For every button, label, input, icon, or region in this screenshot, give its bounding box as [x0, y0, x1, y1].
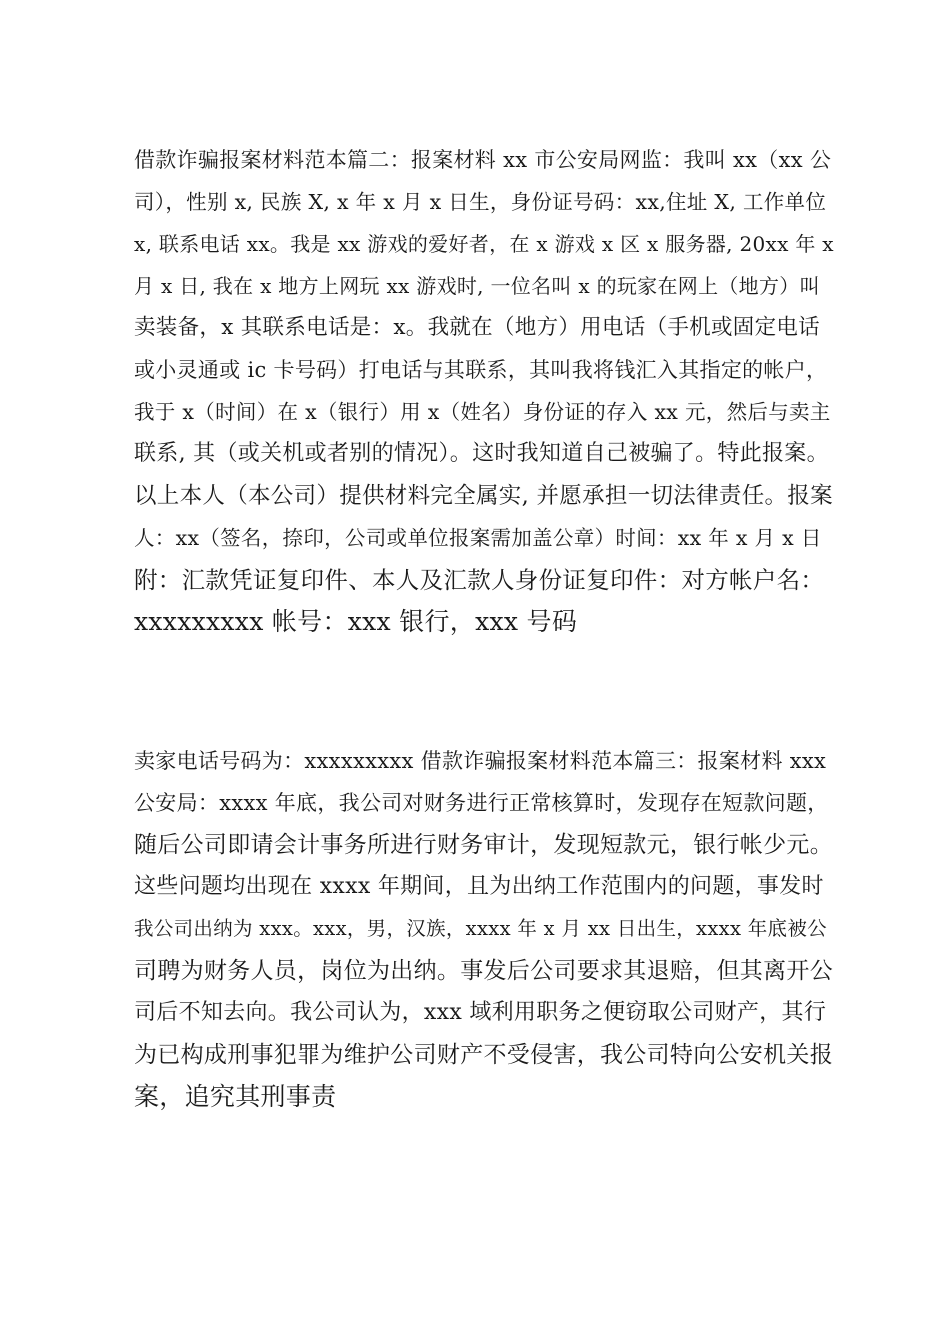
text-line: 借款诈骗报案材料范本篇二：报案材料 xx 市公安局网监：我叫 xx（xx 公: [134, 148, 832, 172]
text-line: 司），性别 x, 民族 X, x 年 x 月 x 日生，身份证号码：xx,住址 X, 工作单位: [134, 190, 827, 214]
text-line: 联系, 其（或关机或者别的情况）。这时我知道自己被骗了。特此报案。: [134, 441, 829, 466]
text-line: 公安局：xxxx 年底，我公司对财务进行正常核算时，发现存在短款问题，: [134, 791, 829, 815]
text-line: 卖家电话号码为：xxxxxxxxx 借款诈骗报案材料范本篇三：报案材料 xxx: [134, 749, 827, 773]
text-line: 卖装备，x 其联系电话是：x。我就在（地方）用电话（手机或固定电话: [134, 315, 820, 340]
text-line: 司后不知去向。我公司认为，xxx 域利用职务之便窃取公司财产，其行: [134, 1000, 827, 1025]
text-line: 为已构成刑事犯罪为维护公司财产不受侵害，我公司特向公安机关报: [134, 1042, 833, 1068]
text-line: 以上本人（本公司）提供材料完全属实, 并愿承担一切法律责任。报案: [134, 483, 833, 509]
text-line: 月 x 日, 我在 x 地方上网玩 xx 游戏时, 一位名叫 x 的玩家在网上（地方）叫: [134, 274, 820, 298]
paragraph-case-two: [134, 139, 834, 643]
text-line: x, 联系电话 xx。我是 xx 游戏的爱好者，在 x 游戏 x 区 x 服务器, 20xx 年 x: [134, 232, 834, 256]
text-line: 这些问题均出现在 xxxx 年期间，且为出纳工作范围内的问题，事发时: [134, 874, 824, 899]
paragraph-case-three: [134, 740, 834, 1118]
text-line: 随后公司即请会计事务所进行财务审计，发现短款元，银行帐少元。: [134, 832, 833, 858]
text-line: 附：汇款凭证复印件、本人及汇款人身份证复印件：对方帐户名：: [134, 566, 825, 594]
text-line: 案，追究其刑事责: [134, 1082, 337, 1111]
text-line: 我公司出纳为 xxx。xxx，男，汉族，xxxx 年 x 月 xx 日出生，xxxx 年底被公: [134, 917, 827, 940]
text-line: 我于 x（时间）在 x（银行）用 x（姓名）身份证的存入 xx 元，然后与卖主: [134, 400, 831, 424]
text-line: 司聘为财务人员，岗位为出纳。事发后公司要求其退赔，但其离开公: [134, 958, 833, 984]
text-line: 人：xx（签名，捺印，公司或单位报案需加盖公章）时间：xx 年 x 月 x 日: [134, 526, 822, 550]
text-line: 或小灵通或 ic 卡号码）打电话与其联系，其叫我将钱汇入其指定的帐户，: [134, 358, 828, 382]
text-line: xxxxxxxxx 帐号：xxx 银行，xxx 号码: [134, 607, 578, 636]
